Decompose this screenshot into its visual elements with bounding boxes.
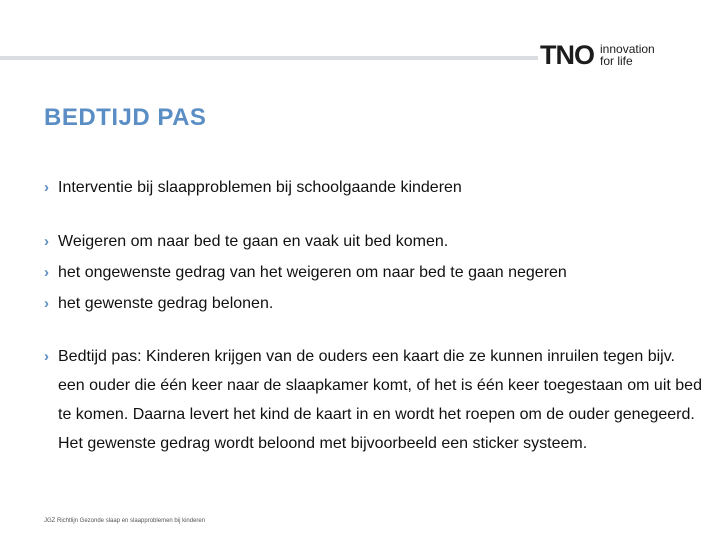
logo-mark: TNO bbox=[540, 39, 594, 70]
bullet-text: Bedtijd pas: Kinderen krijgen van de ouders een kaart die ze kunnen inruilen tegen bijv. een ouder die één keer naar de slaapkamer komt, of het is één keer toegestaan om uit bed te komen. Daarna levert het kind de kaart in en wordt het roepen om de ouder genegeerd. Het gewenste gedrag wordt beloond met bijvoorbeeld een sticker systeem. bbox=[58, 348, 702, 452]
bullet-text: Interventie bij slaapproblemen bij schoolgaande kinderen bbox=[58, 179, 462, 196]
bullet-text: Weigeren om naar bed te gaan en vaak uit bed komen. bbox=[58, 233, 449, 250]
logo-tagline-line-2: for life bbox=[600, 54, 633, 68]
bullet-item bbox=[44, 174, 704, 201]
header-rule bbox=[0, 56, 538, 60]
bullet-item bbox=[44, 290, 704, 317]
chevron-right-icon: › bbox=[44, 179, 49, 196]
chevron-right-icon: › bbox=[44, 348, 49, 365]
bullet-list bbox=[44, 174, 704, 458]
chevron-right-icon: › bbox=[44, 264, 49, 281]
logo-tagline-line-1: innovation bbox=[600, 42, 655, 56]
footer-note: JGZ Richtlijn Gezonde slaap en slaapproblemen bij kinderen bbox=[44, 518, 206, 524]
bullet-text: het ongewenste gedrag van het weigeren om naar bed te gaan negeren bbox=[58, 264, 567, 281]
slide-title: BEDTIJD PAS bbox=[44, 104, 207, 131]
logo-tagline bbox=[600, 43, 655, 67]
tno-logo bbox=[540, 40, 655, 70]
bullet-item bbox=[44, 342, 704, 458]
bullet-item bbox=[44, 259, 704, 286]
bullet-text: het gewenste gedrag belonen. bbox=[58, 295, 274, 312]
bullet-item bbox=[44, 228, 704, 255]
chevron-right-icon: › bbox=[44, 295, 49, 312]
chevron-right-icon: › bbox=[44, 233, 49, 250]
